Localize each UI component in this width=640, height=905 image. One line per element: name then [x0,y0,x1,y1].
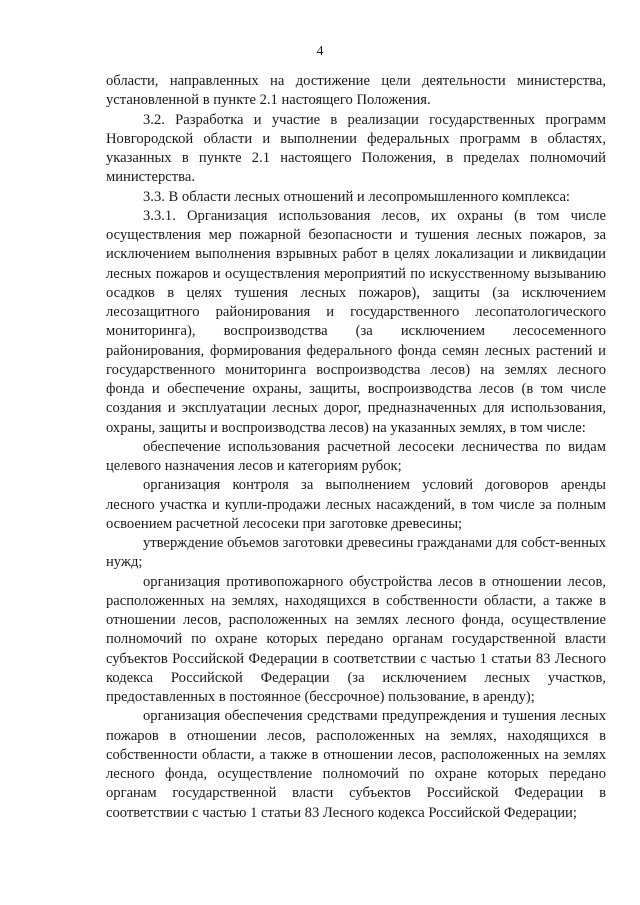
paragraph-3-2: 3.2. Разработка и участие в реализации государственных программ Новгородской области и выполнении федеральных программ в областях, указанных в пункте 2.1 настоящего Положения, в пределах полномочий министерства. [106,111,606,186]
list-item-wood-volumes: утверждение объемов заготовки древесины гражданами для собст-венных нужд; [106,535,606,571]
paragraph-3-3-heading: 3.3. В области лесных отношений и лесопромышленного комплекса: [143,188,570,205]
page-number: 4 [316,44,324,59]
list-item-fire-arrangement: организация противопожарного обустройства лесов в отношении лесов, расположенных на землях, находящихся в собственности области, а также в отношении лесов, расположенных на землях лесного фонда, осуществление полномочий по охране которых передано органам государственной власти субъектов Российской Федерации в соответствии с частью 1 статьи 83 Лесного кодекса Российской Федерации (за исключением лесных участков, предоставленных в постоянное (бессрочное) пользование, в аренду); [106,573,606,705]
paragraph-continuation: области, направленных на достижение цели деятельности министерства, установленной в пункте 2.1 настоящего Положения. [106,73,606,109]
document-body [106,72,606,823]
list-item-fire-equipment: организация обеспечения средствами предупреждения и тушения лесных пожаров в отношении лесов, расположенных на землях, находящихся в собственности области, а также в отношении лесов, расположенных на землях лесного фонда, осуществление полномочий по охране которых передано органам государственной власти субъектов Российской Федерации в соответствии с частью 1 статьи 83 Лесного кодекса Российской Федерации; [106,708,606,821]
list-item-lease-control: организация контроля за выполнением условий договоров аренды лесного участка и купли-продажи лесных насаждений, в том числе за полным освоением расчетной лесосеки при заготовке древесины; [106,477,606,532]
list-item-allowable-cut: обеспечение использования расчетной лесосеки лесничества по видам целевого назначения лесов и категориям рубок; [106,438,606,474]
paragraph-3-3-1: 3.3.1. Организация использования лесов, их охраны (в том числе осуществления мер пожарной безопасности и тушения лесных пожаров, за исключением выполнения взрывных работ в целях локализации и ликвидации лесных пожаров и осуществления мероприятий по искусственному вызыванию осадков в целях тушения лесных пожаров), защиты (за исключением лесозащитного районирования и государственного лесопатологического мониторинга), воспроизводства (за исключением лесосеменного районирования, формирования федерального фонда семян лесных растений и государственного мониторинга воспроизводства лесов) на землях лесного фонда и обеспечение охраны, защиты, воспроизводства лесов (в том числе создания и эксплуатации лесных дорог, предназначенных для использования, охраны, защиты и воспроизводства лесов) на указанных землях, в том числе: [106,207,606,436]
